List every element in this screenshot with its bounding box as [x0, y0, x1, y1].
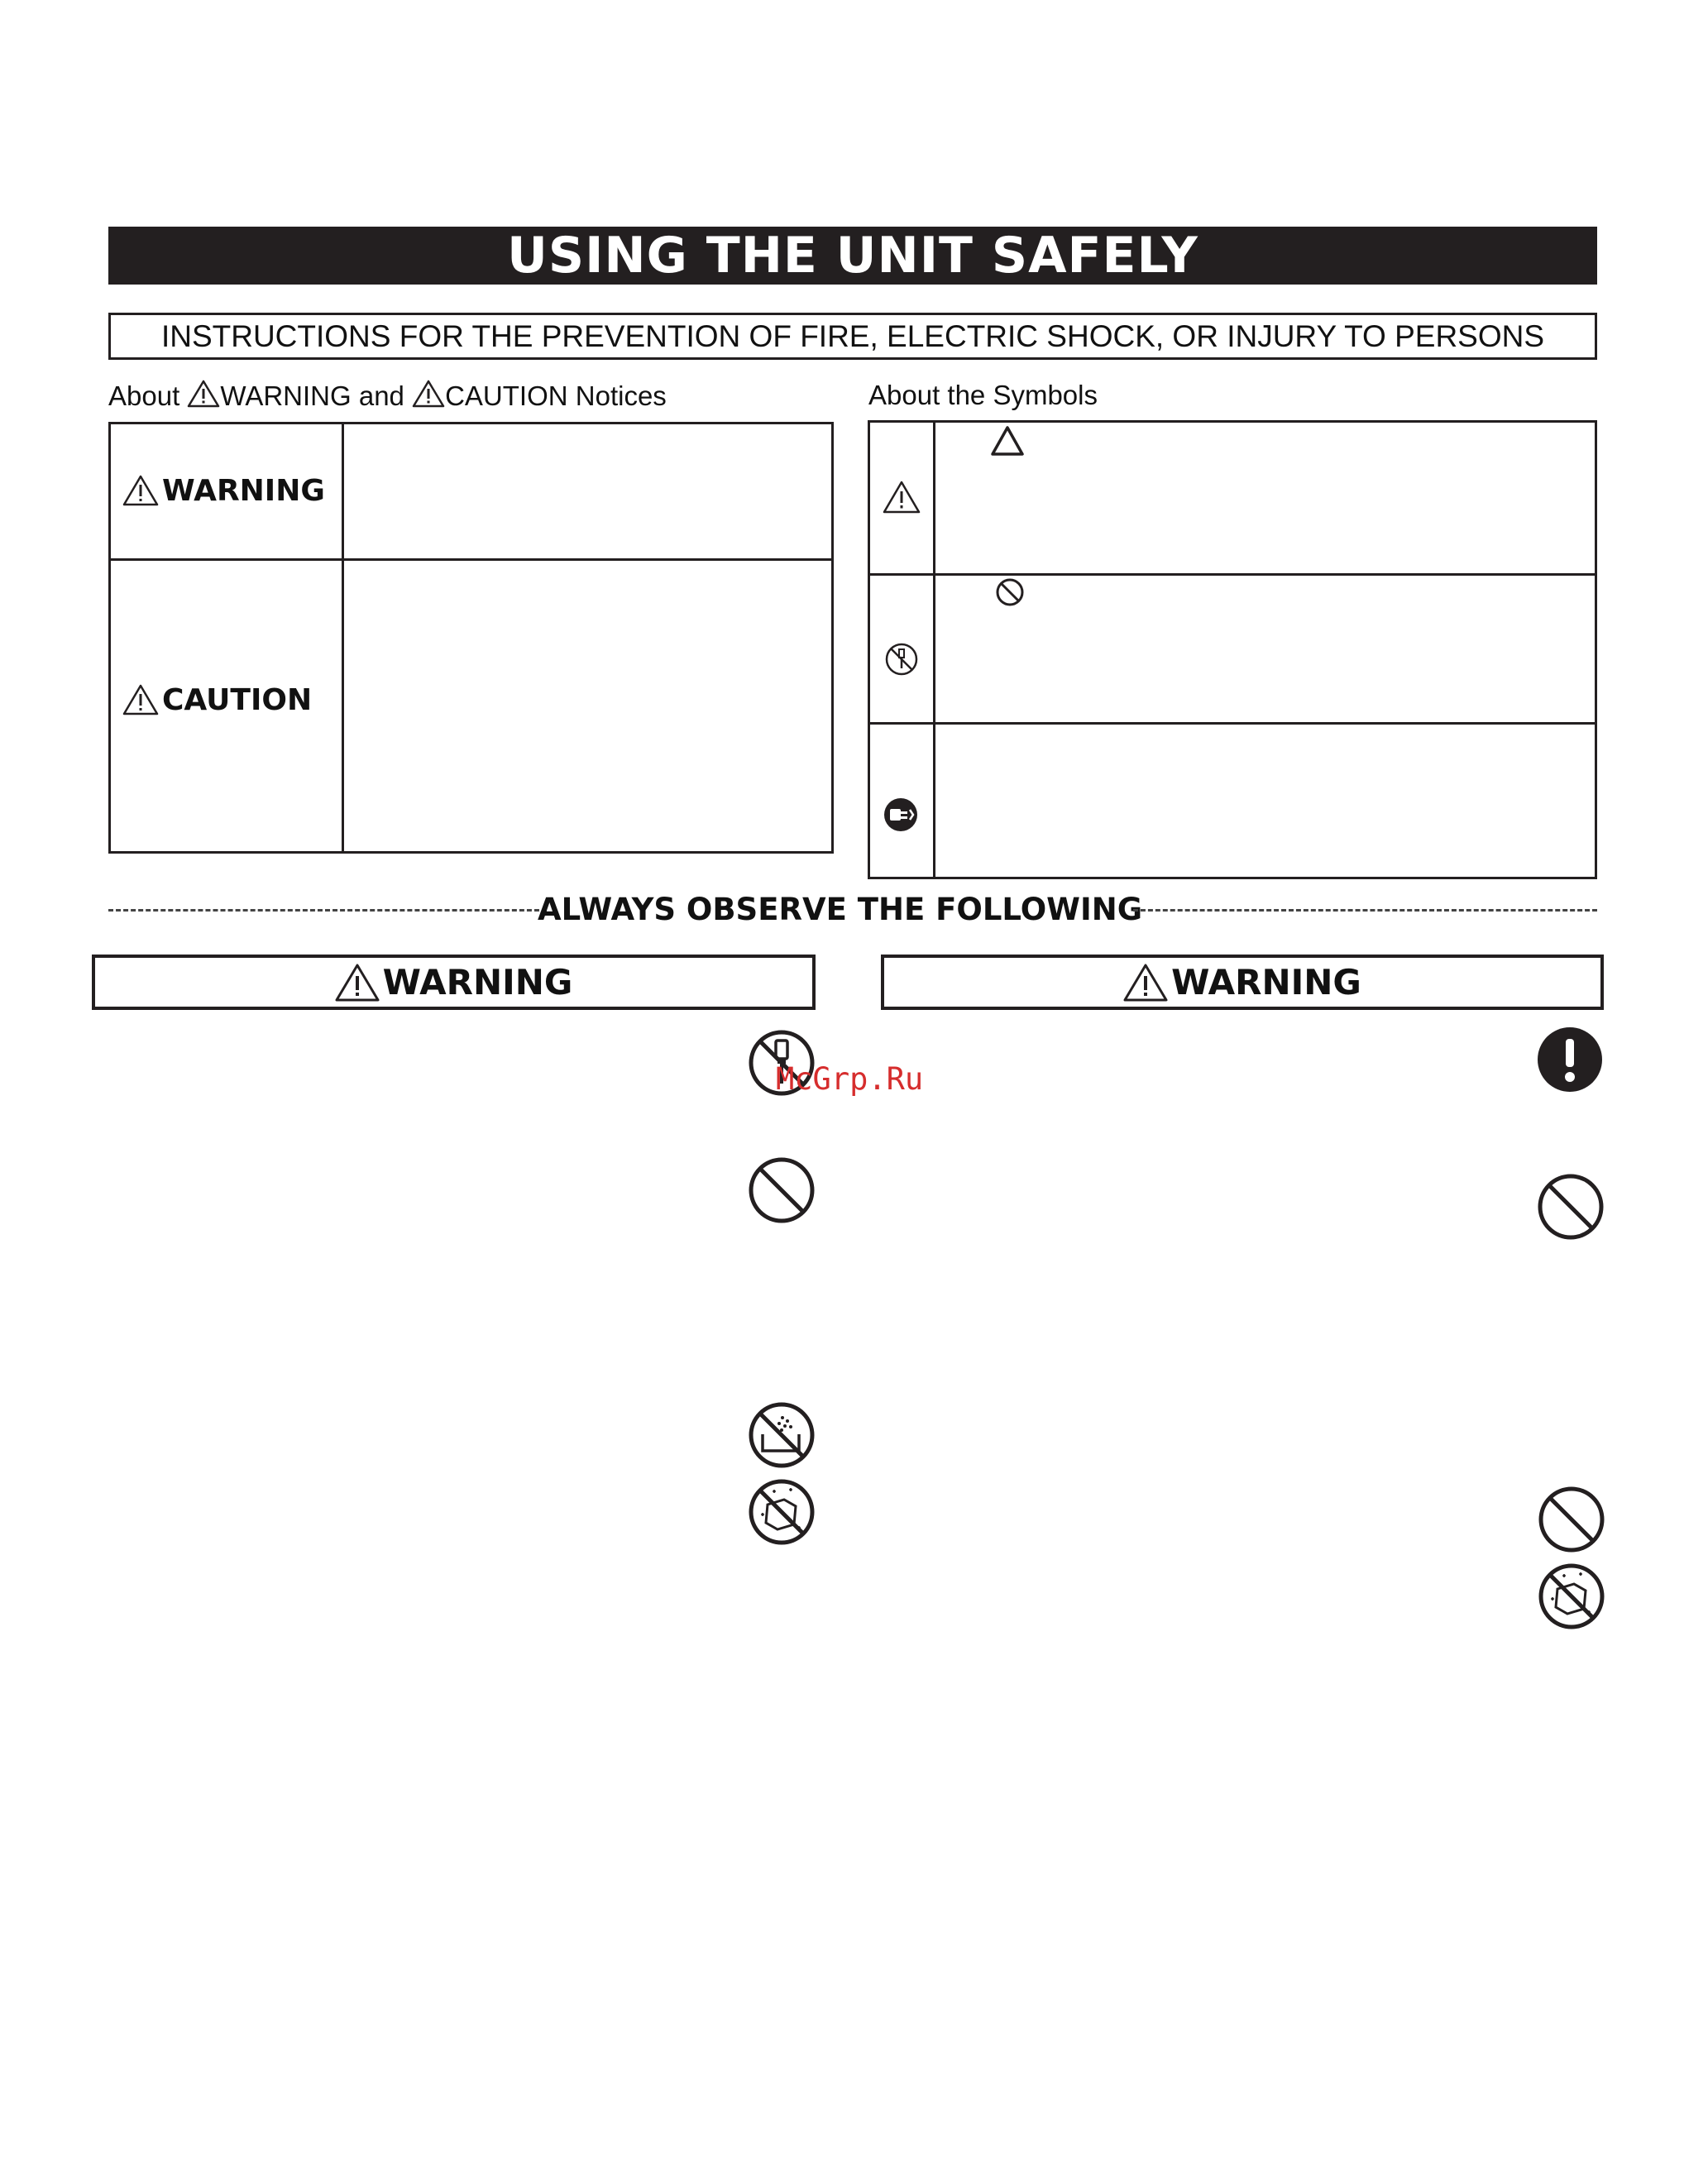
- warning-triangle-icon: [335, 963, 380, 1002]
- page-title: USING THE UNIT SAFELY: [108, 227, 1597, 285]
- notice-row-caution-label: [122, 675, 312, 725]
- table-divider: [111, 558, 831, 561]
- prohibition-circle-icon: [994, 577, 1026, 608]
- notice-caution-text: [355, 577, 818, 842]
- warning-triangle-icon: [412, 379, 445, 409]
- warning-triangle-icon: [122, 683, 159, 716]
- notice-warning-text: [355, 441, 818, 544]
- no-wet-icon: [748, 1478, 816, 1546]
- no-water-bath-icon: [748, 1401, 816, 1469]
- notices-label-prefix: About: [108, 380, 180, 411]
- table-divider: [933, 423, 935, 877]
- notice-caution-label: CAUTION: [162, 682, 313, 717]
- table-divider: [342, 424, 344, 851]
- table-divider: [870, 722, 1595, 725]
- warning-header-right: [881, 955, 1604, 1010]
- symbols-table: [868, 420, 1597, 879]
- prohibition-icon: [748, 1156, 816, 1224]
- warning-header-left: [92, 955, 816, 1010]
- symbol-row-text: [1036, 737, 1581, 869]
- symbols-section-label: About the Symbols: [868, 380, 1098, 410]
- notices-label-caution: CAUTION Notices: [445, 380, 667, 411]
- prohibition-icon: [1537, 1173, 1605, 1241]
- warning-triangle-icon: [883, 480, 921, 514]
- dashed-divider: [1133, 909, 1597, 912]
- symbol-row-text: [1036, 431, 1581, 563]
- triangle-outline-icon: [990, 425, 1025, 457]
- prohibition-icon: [1538, 1486, 1605, 1553]
- warning-triangle-icon: [187, 379, 220, 409]
- table-divider: [870, 573, 1595, 576]
- always-observe-heading: ALWAYS OBSERVE THE FOLLOWING: [538, 892, 1143, 927]
- warning-triangle-icon: [122, 474, 159, 507]
- symbol-row-text: [1036, 584, 1581, 708]
- watermark-text: McGrp.Ru: [776, 1061, 924, 1097]
- dashed-divider: [108, 909, 547, 912]
- mandatory-action-icon: [1536, 1026, 1604, 1093]
- warning-header-label: WARNING: [382, 962, 573, 1002]
- warning-header-label: WARNING: [1171, 962, 1361, 1002]
- notice-warning-label: WARNING: [162, 473, 325, 508]
- notices-table: [108, 422, 834, 854]
- notice-row-warning-label: [122, 466, 325, 515]
- no-wet-icon: [1538, 1562, 1605, 1630]
- warning-triangle-icon: [1123, 963, 1168, 1002]
- notices-label-warning: WARNING and: [220, 380, 404, 411]
- notices-section-label: [108, 379, 667, 413]
- no-disassemble-icon: [884, 642, 919, 677]
- unplug-icon: [883, 797, 919, 833]
- instructions-banner: INSTRUCTIONS FOR THE PREVENTION OF FIRE, ELECTRIC SHOCK, OR INJURY TO PERSONS: [108, 313, 1597, 360]
